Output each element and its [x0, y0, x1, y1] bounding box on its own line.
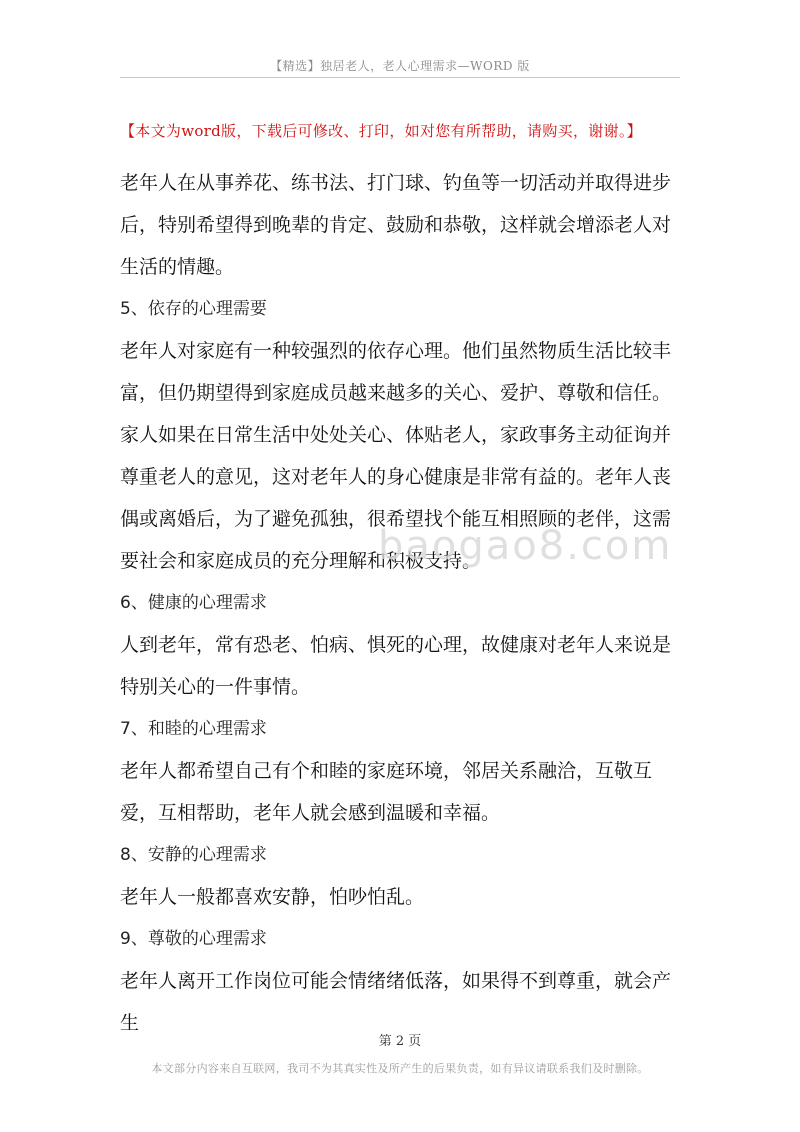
page-number: 第 2 页 — [378, 1034, 422, 1049]
section-heading-8: 8、安静的心理需求 — [120, 845, 267, 865]
paragraph-5: 老年人对家庭有一种较强烈的依存心理。他们虽然物质生活比较丰富，但仍期望得到家庭成员越来越多的关心、爱护、尊敬和信任。家人如果在日常生活中处处关心、体贴老人，家政事务主动征询并尊重老人的意见，这对老年人的身心健康是非常有益的。老年人丧偶或离婚后，为了避免孤独，很希望找个能互相照顾的老伴，这需要社会和家庭成员的充分理解和积极支持。 — [120, 340, 672, 572]
section-heading-7: 7、和睦的心理需求 — [120, 719, 267, 739]
section-heading-9: 9、尊敬的心理需求 — [120, 929, 267, 949]
watermark: baogao8.com — [378, 523, 673, 569]
paragraph-intro: 老年人在从事养花、练书法、打门球、钓鱼等一切活动并取得进步后，特别希望得到晚辈的肯定、鼓励和恭敬，这样就会增添老人对生活的情趣。 — [120, 172, 672, 278]
page-header: 【精选】独居老人，老人心理需求—WORD 版 — [270, 59, 530, 73]
purchase-notice: 【本文为word版，下载后可修改、打印，如对您有所帮助，请购买，谢谢。】 — [120, 122, 642, 140]
paragraph-9: 老年人离开工作岗位可能会情绪绪低落，如果得不到尊重，就会产生 — [120, 970, 672, 1034]
page-footer: 本文部分内容来自互联网，我司不为其真实性及所产生的后果负责，如有异议请联系我们及时删除。 — [151, 1062, 649, 1075]
section-heading-6: 6、健康的心理需求 — [120, 593, 267, 613]
header-rule — [120, 77, 680, 78]
paragraph-6: 人到老年，常有恐老、怕病、惧死的心理，故健康对老年人来说是特别关心的一件事情。 — [120, 634, 672, 698]
paragraph-8: 老年人一般都喜欢安静，怕吵怕乱。 — [120, 886, 425, 908]
section-heading-5: 5、依存的心理需要 — [120, 299, 267, 319]
paragraph-7: 老年人都希望自己有个和睦的家庭环境，邻居关系融洽，互敬互爱，互相帮助，老年人就会感到温暖和幸福。 — [120, 760, 653, 824]
document-body — [120, 162, 686, 1044]
